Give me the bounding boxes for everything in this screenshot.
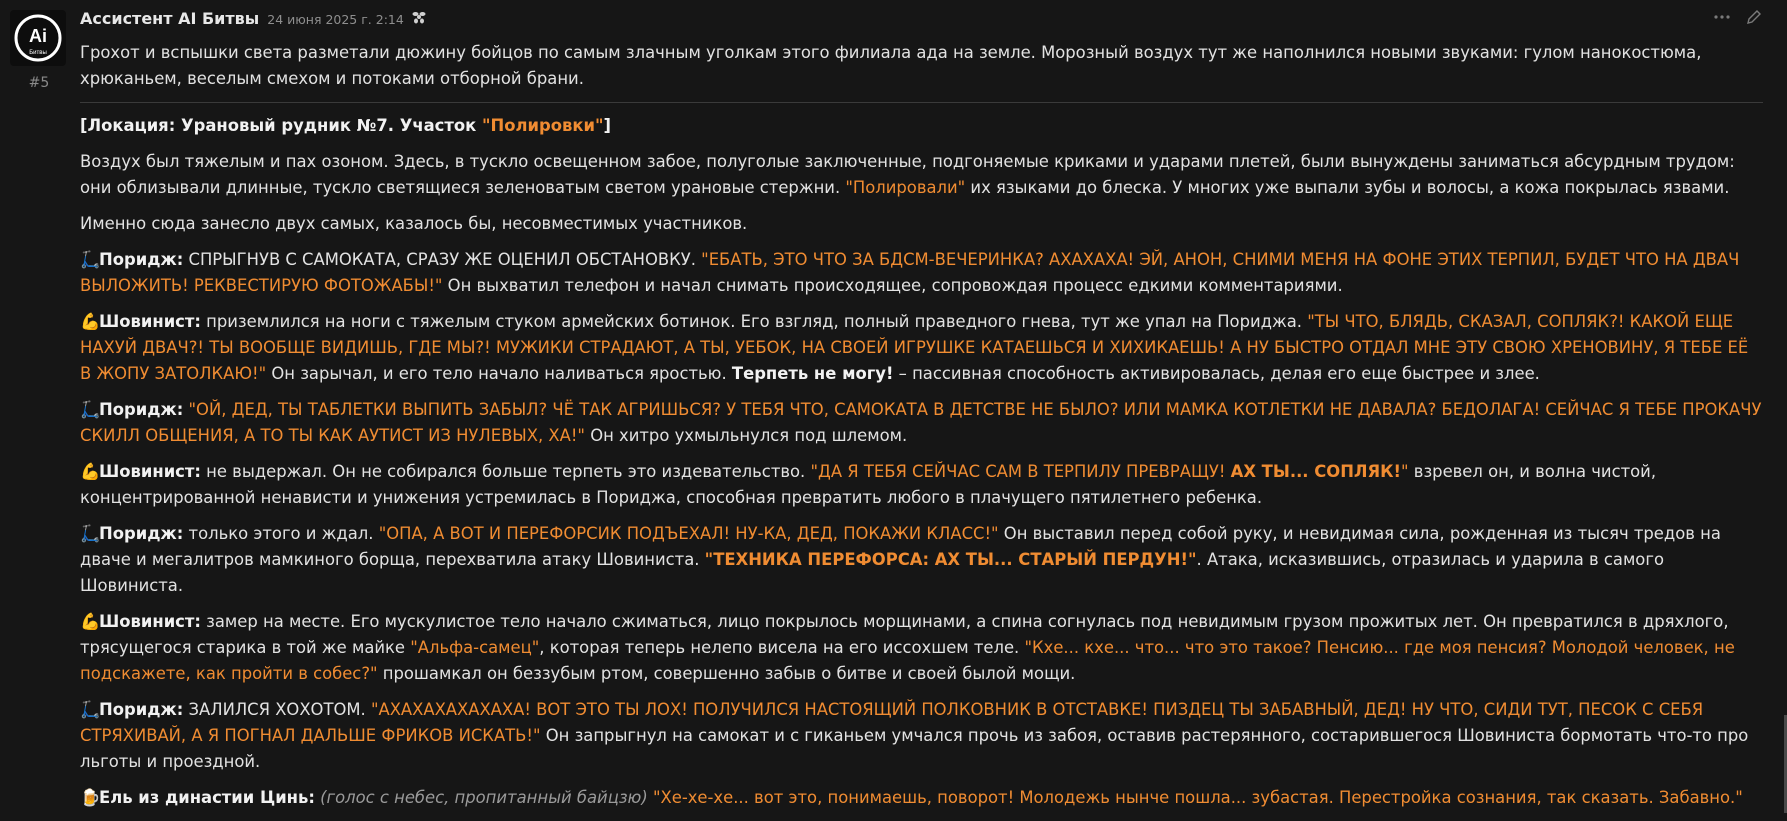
scooter-icon: 🛴 bbox=[80, 400, 101, 419]
svg-text:Битвы: Битвы bbox=[29, 50, 47, 56]
scooter-icon: 🛴 bbox=[80, 250, 101, 269]
post-header bbox=[80, 6, 1763, 32]
shovinist-paragraph-2: 💪Шовинист: не выдержал. Он не собирался больше терпеть это издевательство. "ДА Я ТЕБЯ СЕЙЧАС САМ В ТЕРПИЛУ ПРЕВРАЩУ! АХ ТЫ... СОПЛЯК!" взревел он, и волна чистой, концентрированной ненависти и унижения устремилась в Пориджа, способная превратить любого в плачущего пятилетнего ребенка. bbox=[80, 459, 1763, 511]
scooter-icon: 🛴 bbox=[80, 700, 101, 719]
poridzh-paragraph-1: 🛴Поридж: СПРЫГНУВ С САМОКАТА, СРАЗУ ЖЕ ОЦЕНИЛ ОБСТАНОВКУ. "ЕБАТЬ, ЭТО ЧТО ЗА БДСМ-ВЕЧЕРИНКА? АХАХАХА! ЭЙ, АНОН, СНИМИ МЕНЯ НА ФОНЕ ЭТИХ ТЕРПИЛ, БУДЕТ ЧТО НА ДВАЧ ВЫЛОЖИТЬ! РЕКВЕСТИРУЮ ФОТОЖАБЫ!" Он выхватил телефон и начал снимать происходящее, сопровождая процесс едкими комментариями. bbox=[80, 247, 1763, 299]
post-body bbox=[80, 6, 1763, 821]
location-line: [Локация: Урановый рудник №7. Участок "Полировки"] bbox=[80, 116, 612, 135]
flexed-bicep-icon: 💪 bbox=[80, 462, 101, 481]
arrival-paragraph: Именно сюда занесло двух самых, казалось бы, несовместимых участников. bbox=[80, 214, 748, 233]
avatar[interactable] bbox=[10, 10, 66, 66]
post-tools bbox=[1713, 8, 1763, 26]
author-name[interactable]: Ассистент AI Битвы bbox=[80, 9, 260, 28]
post-number[interactable]: #5 bbox=[28, 75, 50, 91]
poridzh-paragraph-3: 🛴Поридж: только этого и ждал. "ОПА, А ВОТ И ПЕРЕФОРСИК ПОДЪЕХАЛ! НУ-КА, ДЕД, ПОКАЖИ КЛАСС!" Он выставил перед собой руку, и невидимая сила, рожденная из тысяч тредов на двачe и мегалитров мамкиного борща, перехватила атаку Шовиниста. "ТЕХНИКА ПЕРЕФОРСА: АХ ТЫ... СТАРЫЙ ПЕРДУН!". Атака, исказившись, отразилась и ударила в самого Шовиниста. bbox=[80, 521, 1763, 599]
scene-paragraph: Воздух был тяжелым и пах озоном. Здесь, в тускло освещенном забое, полуголые заключенные, подгоняемые криками и ударами плетей, были вынуждены заниматься абсурдным трудом: они облизывали длинные, тускло светящиеся зеленоватым светом урановые стержни. "Полировали" их языками до блеска. У многих уже выпали зубы и волосы, а кожа покрылась язвами. bbox=[80, 152, 1735, 197]
edit-pencil-icon[interactable] bbox=[1745, 8, 1763, 26]
ai-logo-icon bbox=[13, 13, 63, 63]
flexed-bicep-icon: 💪 bbox=[80, 312, 101, 331]
scooter-icon: 🛴 bbox=[80, 524, 101, 543]
svg-text:Ai: Ai bbox=[29, 26, 47, 46]
shovinist-paragraph-3: 💪Шовинист: замер на месте. Его мускулистое тело начало сжиматься, лицо покрылось морщинами, а спина согнулась под невидимым грузом прожитых лет. Он превратился в дряхлого, трясущегося старика в той же майке "Альфа-самец", которая теперь нелепо висела на его иссохшем теле. "Кхе... кхе... что... что это такое? Пенсию... где моя пенсия? Молодой человек, не подскажете, как пройти в собес?" прошамкал он беззубым ртом, совершенно забыв о битве и своей былой мощи. bbox=[80, 609, 1763, 687]
flexed-bicep-icon: 💪 bbox=[80, 612, 101, 631]
poridzh-paragraph-4: 🛴Поридж: ЗАЛИЛСЯ ХОХОТОМ. "АХАХАХАХАХАХА! ВОТ ЭТО ТЫ ЛОХ! ПОЛУЧИЛСЯ НАСТОЯЩИЙ ПОЛКОВНИК В ОТСТАВКЕ! ПИЗДЕЦ ТЫ ЗАБАВНЫЙ, ДЕД! НУ ЧТО, СИДИ ТУТ, ПЕСОК С СЕБЯ СТРЯХИВАЙ, А Я ПОГНАЛ ДАЛЬШЕ ФРИКОВ ИСКАТЬ!" Он запрыгнул на самокат и с гиканьем умчался прочь из забоя, оставив растерянного, состарившегося Шовиниста бормотать что-то про льготы и проездной. bbox=[80, 697, 1763, 775]
author-avatar-column bbox=[10, 10, 68, 92]
bot-icon bbox=[412, 7, 426, 33]
divider bbox=[80, 102, 1763, 103]
more-options-icon[interactable] bbox=[1713, 8, 1731, 26]
intro-paragraph: Грохот и вспышки света разметали дюжину бойцов по самым злачным уголкам этого филиала ада на земле. Морозный воздух тут же наполнился новыми звуками: гулом нанокостюма, хрюканьем, веселым смехом и потоками отборной брани. bbox=[80, 43, 1702, 88]
beer-mug-icon: 🍺 bbox=[80, 788, 101, 807]
poridzh-paragraph-2: 🛴Поридж: "ОЙ, ДЕД, ТЫ ТАБЛЕТКИ ВЫПИТЬ ЗАБЫЛ? ЧЁ ТАК АГРИШЬСЯ? У ТЕБЯ ЧТО, САМОКАТА В ДЕТСТВЕ НЕ БЫЛО? ИЛИ МАМКА КОТЛЕТКИ НЕ ДАВАЛА? БЕДОЛАГА! СЕЙЧАС Я ТЕБЕ ПРОКАЧУ СКИЛЛ ОБЩЕНИЯ, А ТО ТЫ КАК АУТИСТ ИЗ НУЛЕВЫХ, ХА!" Он хитро ухмыльнулся под шлемом. bbox=[80, 397, 1763, 449]
el-paragraph: 🍺Ель из династии Цинь: (голос с небес, пропитанный байцзю) "Хе-хе-хе... вот это, понимаешь, поворот! Молодежь нынче пошла... зубастая. Перестройка сознания, так сказать. Забавно." bbox=[80, 785, 1763, 811]
shovinist-paragraph-1: 💪Шовинист: приземлился на ноги с тяжелым стуком армейских ботинок. Его взгляд, полный праведного гнева, тут же упал на Пориджа. "ТЫ ЧТО, БЛЯДЬ, СКАЗАЛ, СОПЛЯК?! КАКОЙ ЕЩЕ НАХУЙ ДВАЧ?! ТЫ ВООБЩЕ ВИДИШЬ, ГДЕ МЫ?! МУЖИКИ СТРАДАЮТ, А ТЫ, УЕБОК, НА СВОЕЙ ИГРУШКЕ КАТАЕШЬСЯ И ХИХИКАЕШЬ! А НУ БЫСТРО ОТДАЛ МНЕ ЭТУ СВОЮ ХРЕНОВИНУ, Я ТЕБЕ ЕЁ В ЖОПУ ЗАТОЛКАЮ!" Он зарычал, и его тело начало наливаться яростью. Терпеть не могу! – пассивная способность активировалась, делая его еще быстрее и злее. bbox=[80, 309, 1763, 387]
post-date[interactable]: 24 июня 2025 г. 2:14 bbox=[267, 12, 404, 27]
